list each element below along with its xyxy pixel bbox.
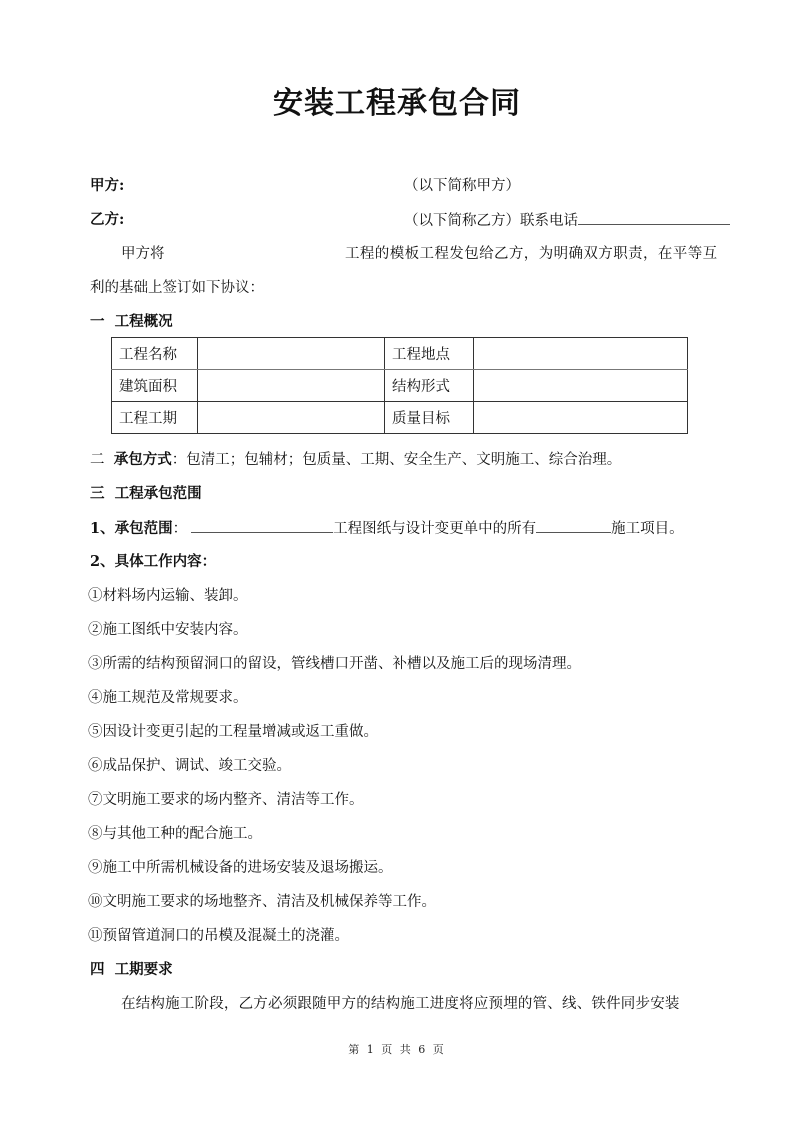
scope-item2-heading: 2、具体工作内容： [90, 553, 217, 570]
section2-text: ：包清工；包辅材；包质量、工期、安全生产、文明施工、综合治理。 [171, 452, 622, 468]
work-item: ②施工图纸中安装内容。 [88, 622, 248, 638]
party-a-label: 甲方: [90, 177, 125, 194]
section2-number: 二 [90, 452, 114, 468]
work-item: ⑩文明施工要求的场地整齐、清洁及机械保养等工作。 [88, 894, 436, 910]
party-a-note: （以下简称甲方） [404, 178, 520, 194]
section4-heading: 四 工期要求 [90, 961, 173, 978]
table-label: 建筑面积 [112, 370, 198, 402]
project-overview-table [111, 337, 688, 434]
work-item: ①材料场内运输、装卸。 [88, 588, 248, 604]
table-value-duration[interactable] [198, 402, 385, 434]
work-item: ⑥成品保护、调试、竣工交验。 [88, 758, 291, 774]
intro-prefix: 甲方将 [121, 246, 165, 262]
table-label: 结构形式 [385, 370, 474, 402]
work-item: ⑪预留管道洞口的吊模及混凝土的浇灌。 [88, 928, 349, 944]
section2-label: 承包方式 [113, 451, 172, 468]
section1-heading: 一 工程概况 [90, 313, 173, 330]
work-item: ⑤因设计变更引起的工程量增减或返工重做。 [88, 724, 378, 740]
document-title: 安装工程承包合同 [273, 86, 521, 121]
party-b-label: 乙方: [90, 211, 125, 228]
table-row [112, 402, 688, 434]
scope-blank-2[interactable] [536, 518, 611, 533]
scope-item1 [90, 518, 684, 539]
table-row [112, 338, 688, 370]
scope-item1-end: 施工项目。 [611, 521, 684, 537]
work-item: ⑧与其他工种的配合施工。 [88, 826, 262, 842]
party-b-note [404, 210, 730, 231]
section4-paragraph: 在结构施工阶段，乙方必须跟随甲方的结构施工进度将应预埋的管、线、铁件同步安装 [121, 996, 680, 1012]
scope-blank-1[interactable] [191, 518, 333, 533]
table-value-project-name[interactable] [198, 338, 385, 370]
intro-suffix: 工程的模板工程发包给乙方，为明确双方职责，在平等互 [345, 246, 718, 262]
scope-item1-colon: ： [172, 521, 188, 537]
table-value-quality-target[interactable] [474, 402, 688, 434]
table-value-structure-type[interactable] [474, 370, 688, 402]
work-item: ⑨施工中所需机械设备的进场安装及退场搬运。 [88, 860, 393, 876]
work-item: ④施工规范及常规要求。 [88, 690, 248, 706]
table-label: 工程名称 [112, 338, 198, 370]
section2-line [90, 450, 621, 470]
section3-heading: 三 工程承包范围 [90, 485, 202, 502]
table-label: 工程工期 [112, 402, 198, 434]
scope-item1-mid: 工程图纸与设计变更单中的所有 [333, 521, 537, 537]
party-b-note-text: （以下简称乙方）联系电话 [404, 213, 578, 229]
page-number: 第 1 页 共 6 页 [348, 1043, 446, 1056]
table-label: 质量目标 [385, 402, 474, 434]
scope-item1-label: 1、承包范围 [90, 520, 173, 537]
work-item: ⑦文明施工要求的场内整齐、清洁等工作。 [88, 792, 364, 808]
table-label: 工程地点 [385, 338, 474, 370]
table-value-project-location[interactable] [474, 338, 688, 370]
work-item: ③所需的结构预留洞口的留设，管线槽口开凿、补槽以及施工后的现场清理。 [88, 656, 581, 672]
phone-blank[interactable] [578, 210, 730, 225]
intro-line2: 利的基础上签订如下协议： [90, 280, 264, 296]
table-value-building-area[interactable] [198, 370, 385, 402]
table-row [112, 370, 688, 402]
